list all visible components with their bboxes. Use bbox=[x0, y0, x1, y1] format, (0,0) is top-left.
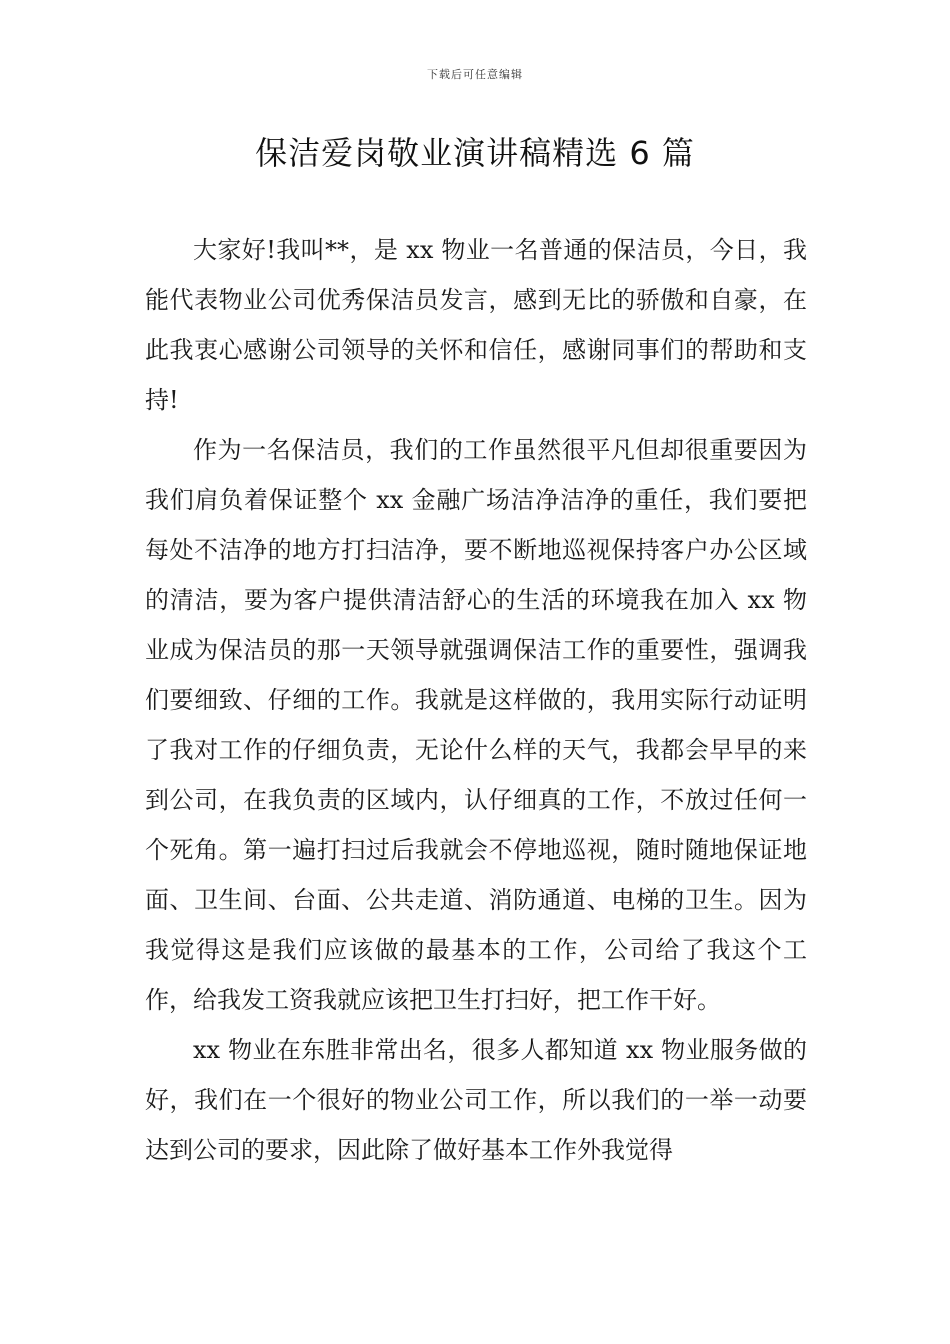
document-body bbox=[145, 225, 807, 1175]
document-title: 保洁爱岗敬业演讲稿精选 6 篇 bbox=[255, 134, 695, 172]
paragraph-greeting: 大家好!我叫**，是 xx 物业一名普通的保洁员，今日，我能代表物业公司优秀保洁员发言，感到无比的骄傲和自豪，在此我衷心感谢公司领导的关怀和信任，感谢同事们的帮助和支持! bbox=[145, 236, 807, 414]
header-note: 下载后可任意编辑 bbox=[427, 68, 523, 81]
paragraph-company-reputation: xx 物业在东胜非常出名，很多人都知道 xx 物业服务做的好，我们在一个很好的物业公司工作，所以我们的一举一动要达到公司的要求，因此除了做好基本工作外我觉得 bbox=[145, 1036, 807, 1164]
paragraph-work-duties: 作为一名保洁员，我们的工作虽然很平凡但却很重要因为我们肩负着保证整个 xx 金融广场洁净洁净的重任，我们要把每处不洁净的地方打扫洁净，要不断地巡视保持客户办公区域的清洁，要为客户提供清洁舒心的生活的环境我在加入 xx 物业成为保洁员的那一天领导就强调保洁工作的重要性，强调我们要细致、仔细的工作。我就是这样做的，我用实际行动证明了我对工作的仔细负责，无论什么样的天气，我都会早早的来到公司，在我负责的区域内，认仔细真的工作，不放过任何一个死角。第一遍打扫过后我就会不停地巡视，随时随地保证地面、卫生间、台面、公共走道、消防通道、电梯的卫生。因为我觉得这是我们应该做的最基本的工作，公司给了我这个工作，给我发工资我就应该把卫生打扫好，把工作干好。 bbox=[145, 436, 807, 1014]
